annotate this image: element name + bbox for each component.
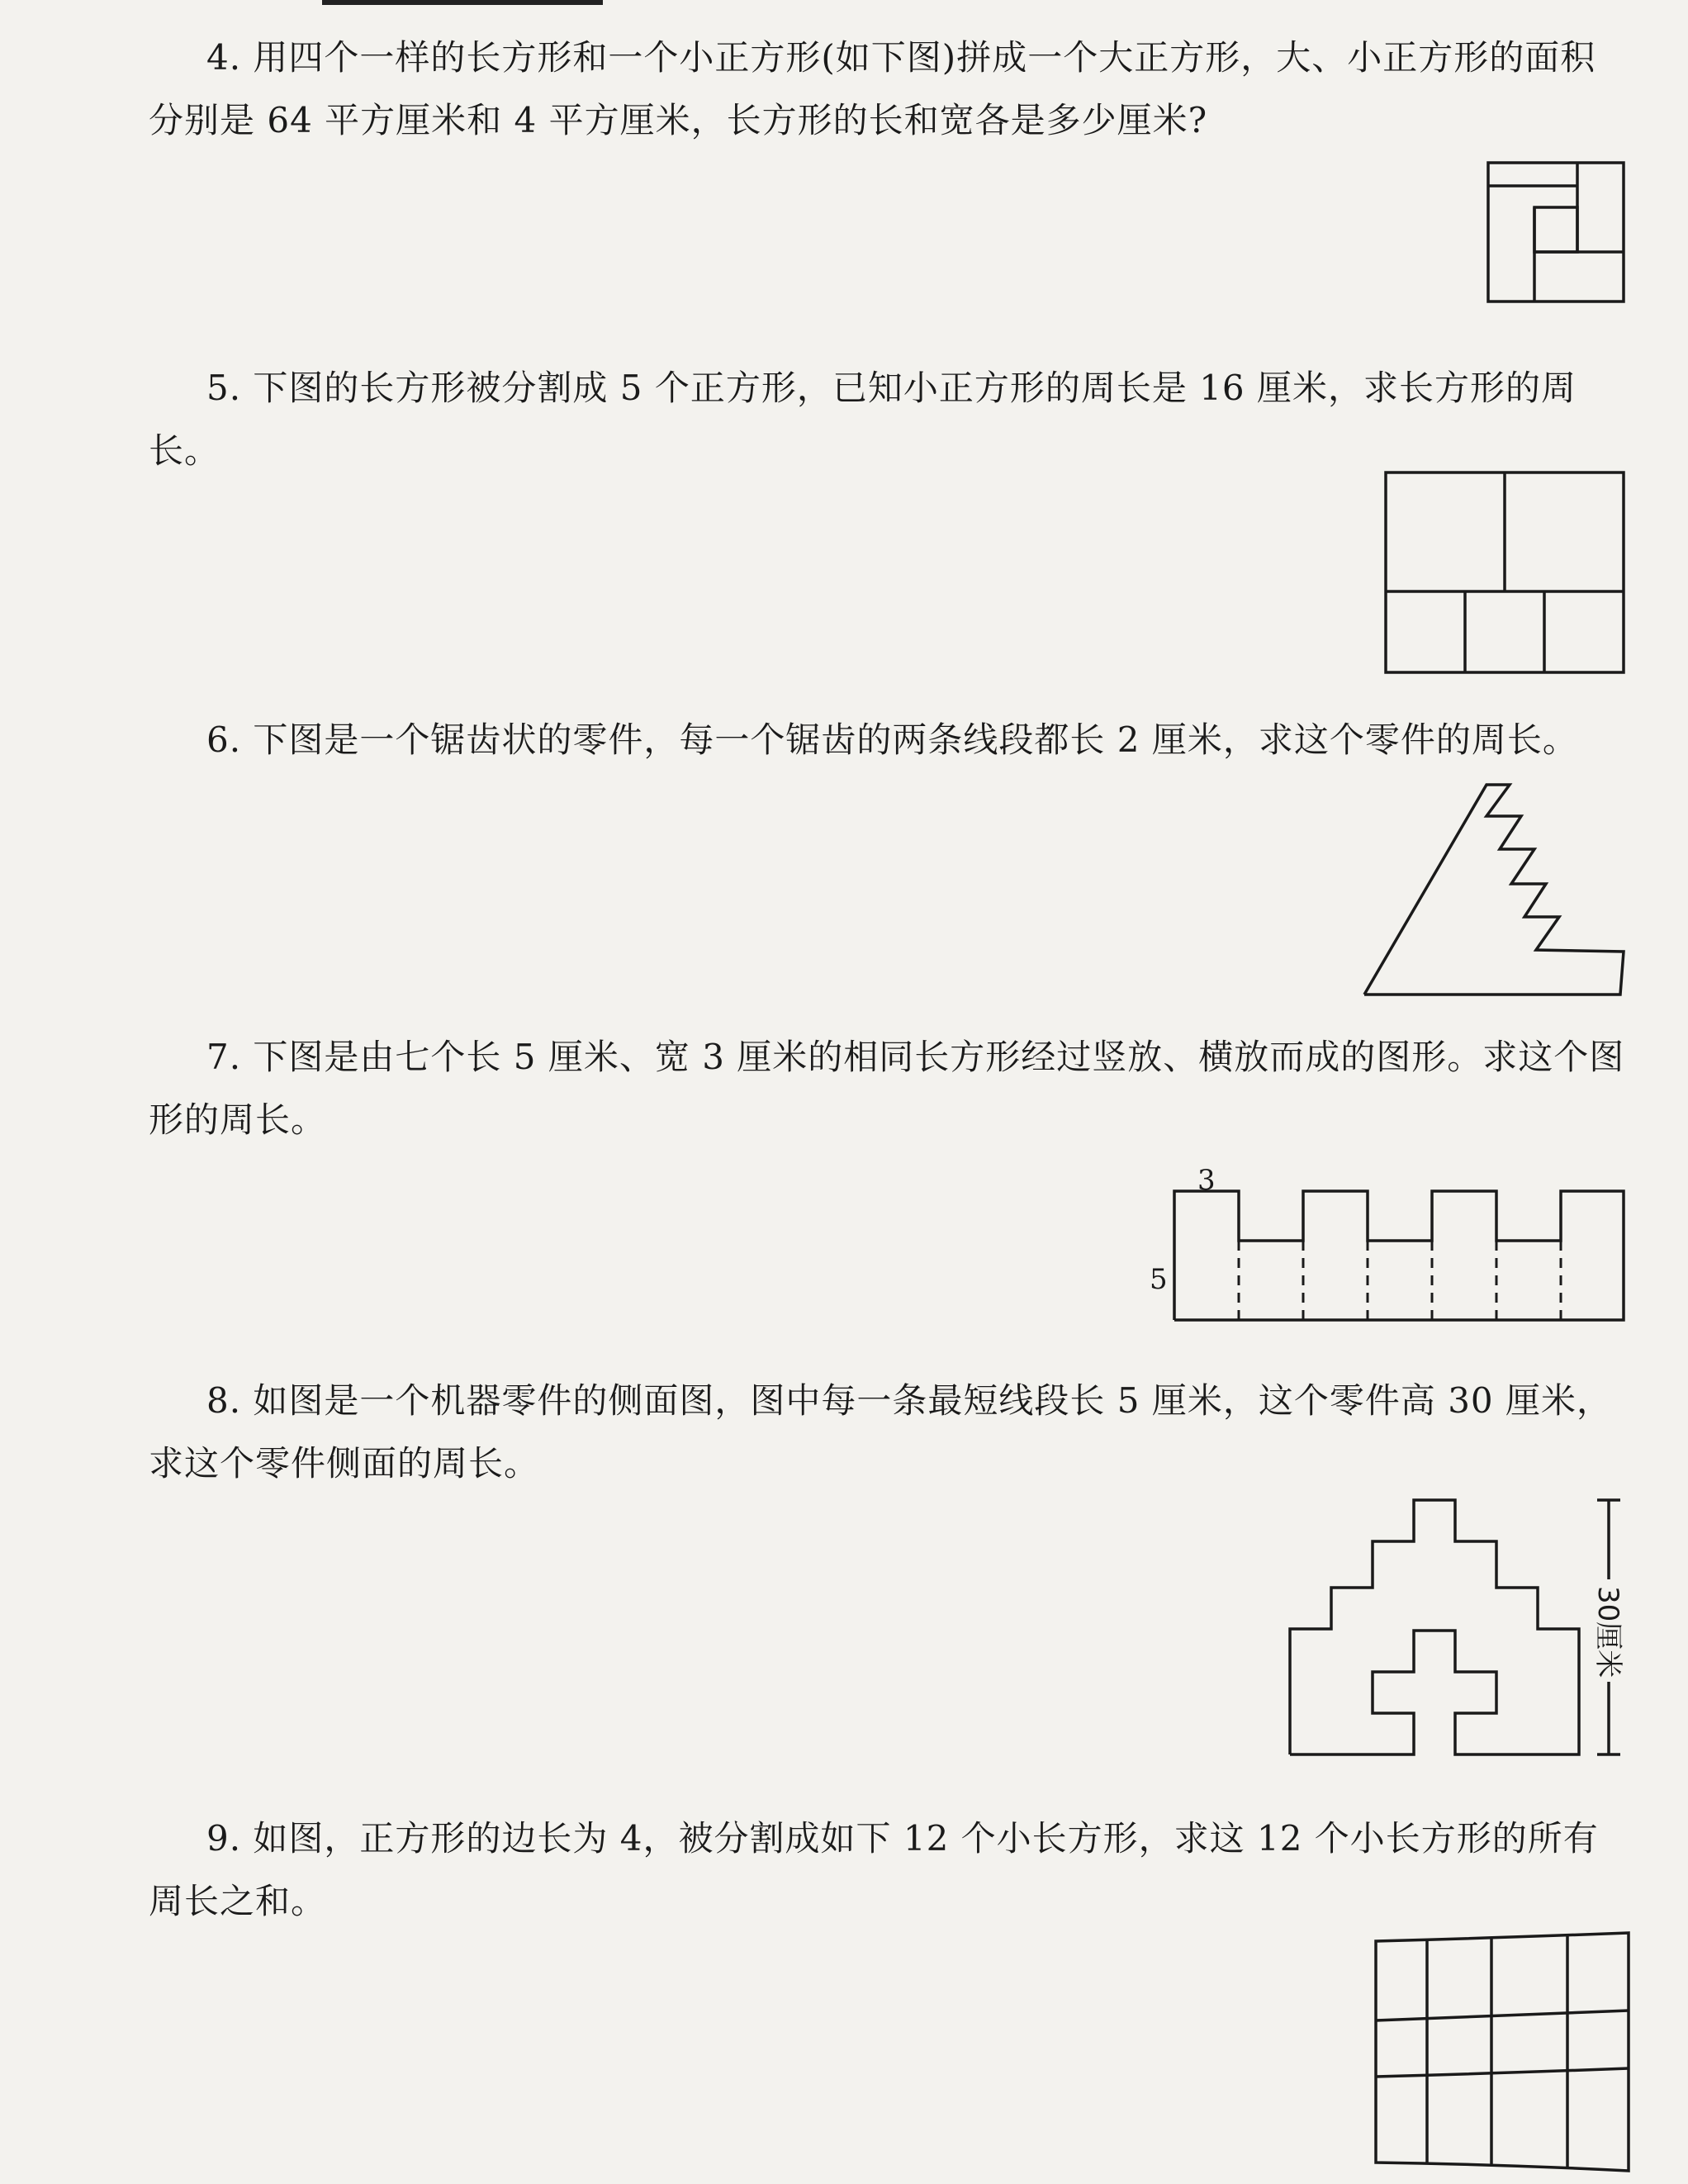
problem-7-text: 7. 下图是由七个长 5 厘米、宽 3 厘米的相同长方形经过竖放、横放而成的图形。求这个图形的周长。 (149, 1037, 1625, 1140)
figure-7-seven-rectangles (1148, 1156, 1627, 1323)
top-rule (322, 0, 603, 5)
width-label: 3 (1197, 1164, 1216, 1197)
figure-9-square-twelve-rectangles (1374, 1930, 1632, 2174)
problem-4-text: 4. 用四个一样的长方形和一个小正方形(如下图)拼成一个大正方形，大、小正方形的面积分别是 64 平方厘米和 4 平方厘米，长方形的长和宽各是多少厘米? (149, 37, 1596, 140)
height-label: 5 (1150, 1263, 1168, 1296)
figure-4-square-pinwheel (1486, 161, 1625, 303)
figure-8-machine-part (1288, 1497, 1635, 1759)
figure-5-rectangle-five-squares (1384, 471, 1625, 674)
problem-6-text: 6. 下图是一个锯齿状的零件，每一个锯齿的两条线段都长 2 厘米，求这个零件的周长。 (206, 719, 1578, 760)
figure-6-sawtooth-part (1363, 783, 1627, 999)
problem-5-text: 5. 下图的长方形被分割成 5 个正方形，已知小正方形的周长是 16 厘米，求长方形的周长。 (149, 368, 1577, 471)
problem-8-text: 8. 如图是一个机器零件的侧面图，图中每一条最短线段长 5 厘米，这个零件高 30 厘米，求这个零件侧面的周长。 (149, 1380, 1612, 1484)
height-30cm-label: 30厘米 (1591, 1586, 1624, 1678)
problem-9-text: 9. 如图，正方形的边长为 4，被分割成如下 12 个小长方形，求这 12 个小长方形的所有周长之和。 (149, 1818, 1599, 1921)
